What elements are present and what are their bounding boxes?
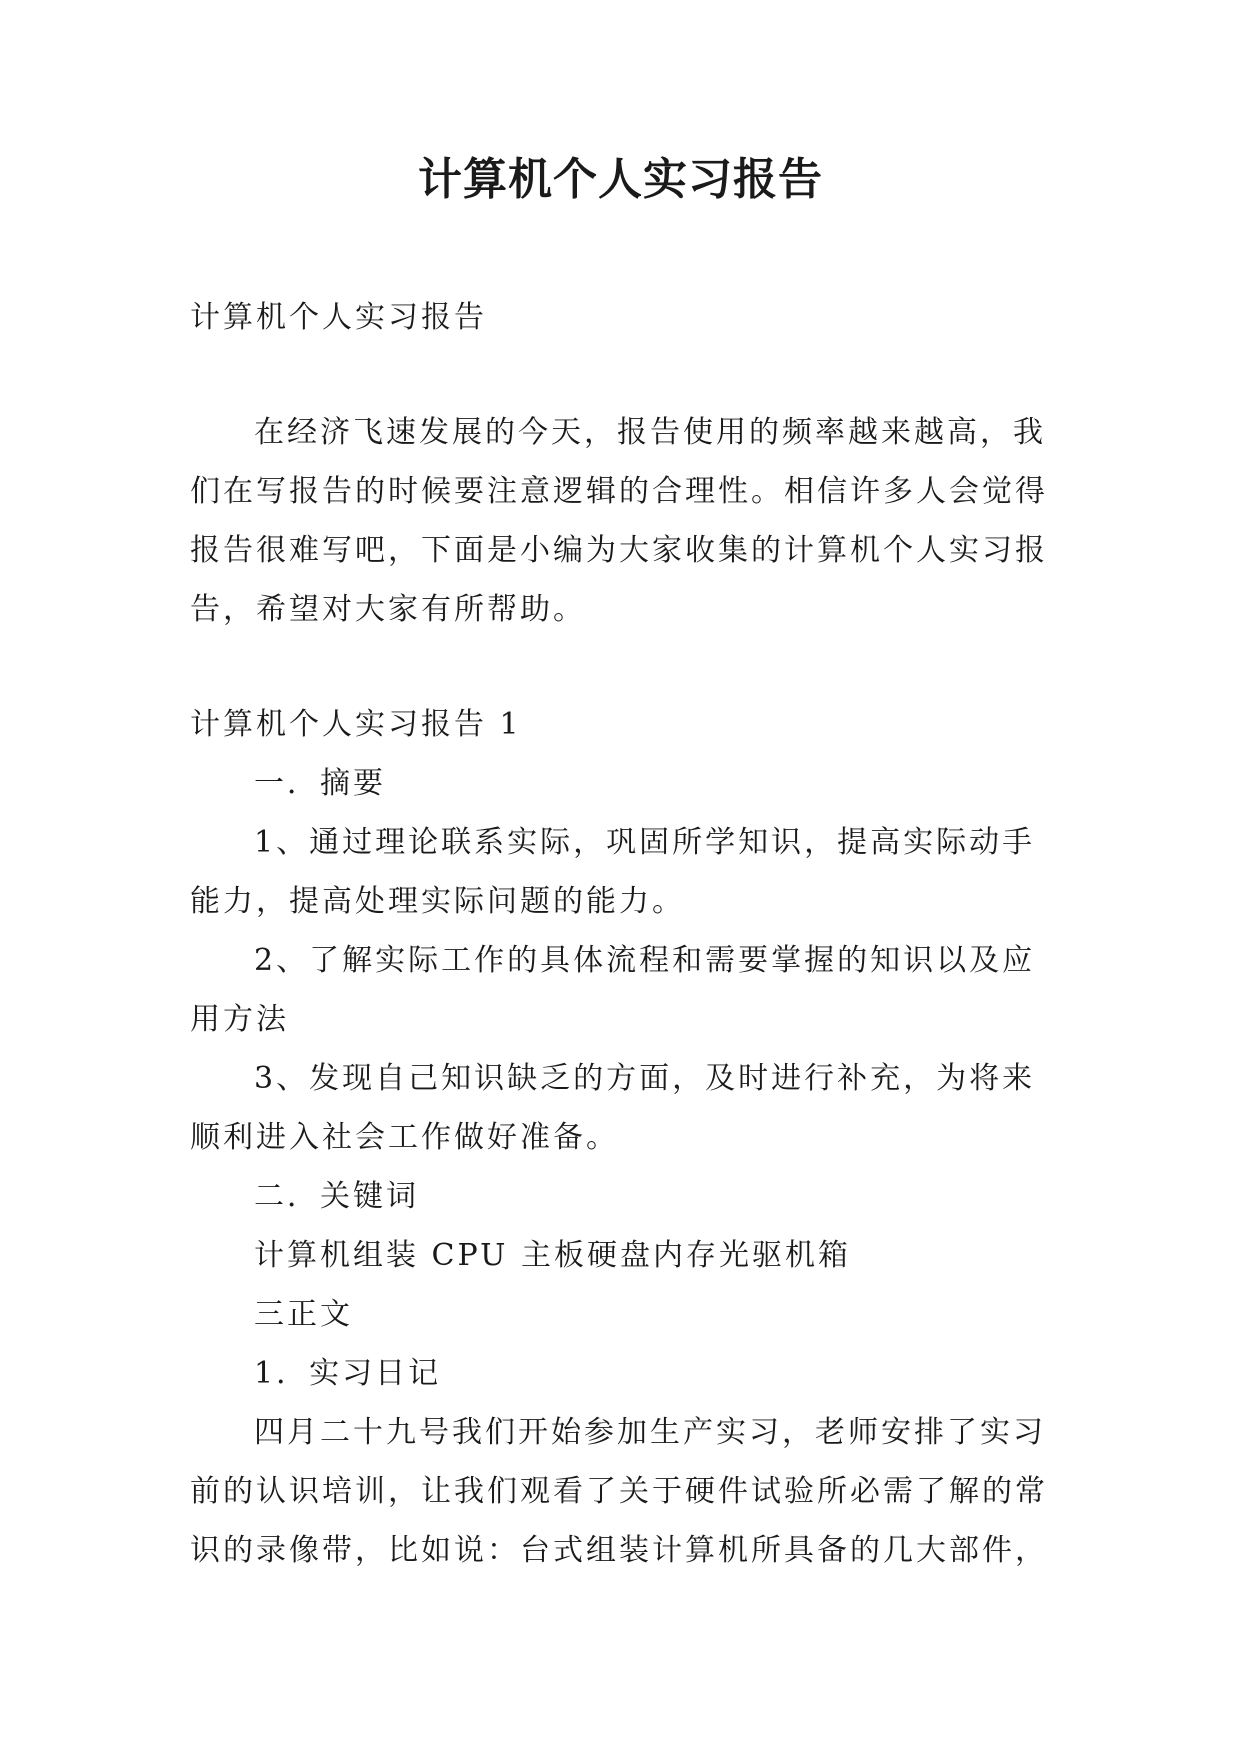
intro-line: 们在写报告的时候要注意逻辑的合理性。相信许多人会觉得 [190,474,1048,509]
diary-line: 识的录像带，比如说：台式组装计算机所具备的几大部件， [190,1533,1048,1568]
point-1-line: 能力，提高处理实际问题的能力。 [190,884,685,919]
point-2-line: 用方法 [190,1002,289,1037]
document-body [190,288,1050,1580]
intro-line: 告，希望对大家有所帮助。 [190,592,586,627]
point-3-line: 顺利进入社会工作做好准备。 [190,1120,619,1155]
keywords-text: 计算机组装 CPU 主板硬盘内存光驱机箱 [254,1238,851,1273]
diary-heading: 1．实习日记 [254,1356,442,1391]
intro-line: 报告很难写吧，下面是小编为大家收集的计算机个人实习报 [190,533,1048,568]
point-1-line: 1、通过理论联系实际，巩固所学知识，提高实际动手 [254,825,1036,860]
spacer [190,347,1050,403]
keywords-heading: 二．关键词 [254,1179,419,1214]
section-title: 计算机个人实习报告 1 [190,707,522,742]
body-heading: 三正文 [254,1297,353,1332]
diary-line: 前的认识培训，让我们观看了关于硬件试验所必需了解的常 [190,1474,1048,1509]
point-2-line: 2、了解实际工作的具体流程和需要掌握的知识以及应 [254,943,1036,978]
intro-line: 在经济飞速发展的今天，报告使用的频率越来越高，我 [254,415,1046,450]
abstract-heading: 一．摘要 [254,766,386,801]
diary-line: 四月二十九号我们开始参加生产实习，老师安排了实习 [254,1415,1046,1450]
spacer [190,639,1050,695]
document-subtitle: 计算机个人实习报告 [190,300,487,335]
document-title: 计算机个人实习报告 [418,154,823,205]
point-3-line: 3、发现自己知识缺乏的方面，及时进行补充，为将来 [254,1061,1036,1096]
